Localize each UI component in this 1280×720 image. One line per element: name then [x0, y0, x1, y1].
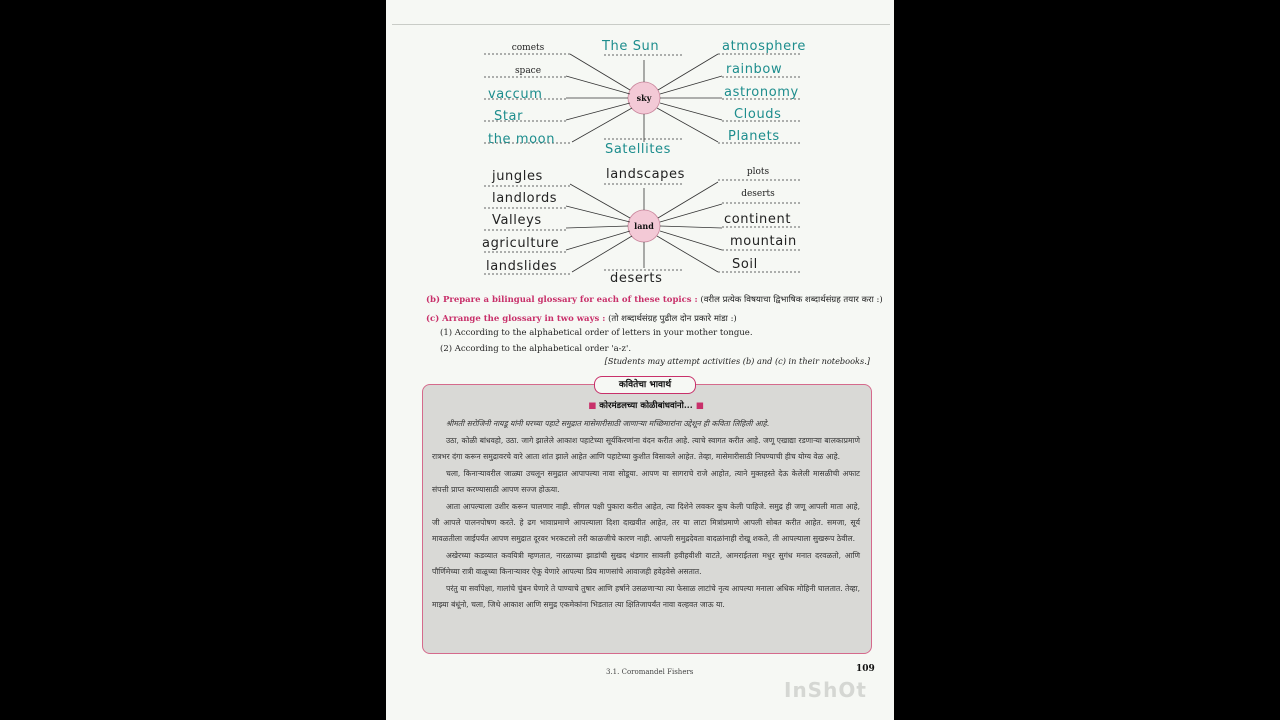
instruction-c: [426, 313, 737, 324]
instruction-b: [426, 294, 883, 305]
sky-handwritten-word: Satellites: [605, 142, 672, 157]
land-printed-word: deserts: [741, 189, 775, 199]
land-handwritten-word: landslides: [486, 259, 558, 274]
sky-handwritten-word: The Sun: [602, 39, 660, 54]
land-printed-word: plots: [746, 167, 770, 177]
summary-paragraph: आता आपल्याला उशीर करून चालणार नाही. सीगल पक्षी पुकारा करीत आहेत, त्या दिशेने लवकर कूच केली पाहिजे. समुद्र ही जणू आपली माता आहे, जी आपले पालनपोषण करते. हे ढग भावाप्रमाणे आपल्याला दिशा दाखवीत आहेत, तर या लाटा मित्रांप्रमाणे आपली सोबत करीत आहेत. समजा, सूर्य मावळतीला जाईपर्यंत आपण समुद्रात दूरवर भरकटलो तरी काळजीचे कारण नाही. आपली समुद्रदेवता वादळांनाही रोखू शकते, ती आपल्याला सुखरूप ठेवील.: [432, 502, 860, 543]
sky-handwritten-word: vaccum: [488, 87, 543, 102]
sky-handwritten-word: Star: [494, 109, 524, 124]
sky-handwritten-word: Planets: [728, 129, 780, 144]
sky-printed-word: comets: [511, 43, 545, 53]
land-handwritten-word: agriculture: [482, 236, 560, 251]
land-handwritten-word: continent: [724, 212, 792, 227]
land-handwritten-word: mountain: [730, 234, 797, 249]
sky-handwritten-word: the moon: [488, 132, 556, 147]
instruction-b-label: (b) Prepare a bilingual glossary for each of these topics :: [426, 295, 698, 305]
sky-hub-label: sky: [636, 93, 652, 103]
sky-printed-word: space: [514, 66, 542, 76]
summary-paragraph: परंतु या सर्वांपेक्षा, गालांचे चुंबन घेणारे ते पाण्याचे तुषार आणि हर्षाने उसळणाऱ्या त्या फेसाळ लाटांचे नृत्य आपल्या मनाला अधिक मोहिनी घालतात. तेव्हा, माझ्या बंधूंनो, चला, जिथे आकाश आणि समुद्र एकमेकांना भिडतात त्या क्षितिजापर्यंत नावा वल्हवत जाऊ या.: [432, 584, 860, 609]
sky-handwritten-word: atmosphere: [722, 39, 806, 54]
summary-paragraph: चला, किनाऱ्यावरील जाळ्या उचलून समुद्रात आपापल्या नावा सोडूया. आपण या सागराचे राजे आहोत, त्याने मुक्तहस्ते देऊ केलेली मासळीची अफाट संपत्ती प्राप्त करण्यासाठी आपण सज्ज होऊया.: [432, 469, 860, 494]
land-handwritten-word: jungles: [492, 169, 543, 184]
sky-handwritten-word: Clouds: [734, 107, 782, 122]
page-number: 109: [856, 664, 875, 674]
instruction-b-marathi: (वरील प्रत्येक विषयाचा द्विभाषिक शब्दार्थसंग्रह तयार करा :): [700, 295, 883, 305]
summary-intro: श्रीमती सरोजिनी नायडू यांनी घरच्या पहाटे समुद्रात मासेमारीसाठी जाणाऱ्या मच्छिमारांना उद्देशून ही कविता लिहिली आहे.: [446, 419, 770, 428]
instruction-c-label: (c) Arrange the glossary in two ways :: [426, 314, 606, 324]
land-handwritten-word: deserts: [610, 271, 663, 286]
summary-paragraph: उठा, कोळी बांधवहो, उठा. जागे झालेले आकाश पहाटेच्या सूर्यकिरणांना वंदन करीत आहे. त्याचे स्वागत करीत आहे. जणू एखाद्या रडणाऱ्या बालकाप्रमाणे रात्रभर दंगा करून समुद्रावरचे वारे आता शांत झाले आहेत आणि पहाटेच्या कुशीत विसावले आहेत. तेव्हा, मासेमारीसाठी निघण्याची हीच योग्य वेळ आहे.: [432, 436, 860, 461]
summary-box-body: [432, 416, 860, 614]
land-handwritten-word: Valleys: [492, 213, 542, 228]
land-hub-label: land: [634, 221, 654, 231]
summary-subtitle-text: कोरमंडलच्या कोळीबांधवांनो...: [599, 401, 693, 411]
textbook-page: [386, 0, 894, 720]
watermark: InShOt: [784, 678, 867, 702]
chapter-footer: 3.1. Coromandel Fishers: [606, 668, 694, 676]
sky-handwritten-word: rainbow: [726, 62, 783, 77]
star-icon: ■: [695, 401, 704, 411]
instruction-c2: (2) According to the alphabetical order 'a-z'.: [440, 344, 632, 354]
land-handwritten-word: Soil: [732, 257, 758, 272]
land-handwritten-word: landlords: [492, 191, 558, 206]
summary-paragraph: अखेरच्या कडव्यात कवयित्री म्हणतात, नारळाच्या झाडांची सुखद थंडगार सावली हवीहवीशी वाटते, आमराईतला मधुर सुगंध मनात दरवळतो, आणि पौर्णिमेच्या रात्री वाळूच्या किनाऱ्यावर ऐकू येणारे आपल्या प्रिय माणसांचे आवाजही हवेहवेसे असतात.: [432, 551, 860, 576]
sky-handwritten-word: astronomy: [724, 85, 799, 100]
instruction-c1: (1) According to the alphabetical order of letters in your mother tongue.: [440, 328, 753, 338]
summary-box-subtitle: [422, 400, 870, 411]
summary-box-tag: कवितेचा भावार्थ: [594, 376, 696, 394]
instruction-c-marathi: (तो शब्दार्थसंग्रह पुढील दोन प्रकारे मांडा :): [608, 314, 737, 324]
land-handwritten-word: landscapes: [606, 167, 685, 182]
activity-note: [Students may attempt activities (b) and (c) in their notebooks.]: [604, 356, 870, 366]
star-icon: ■: [588, 401, 597, 411]
